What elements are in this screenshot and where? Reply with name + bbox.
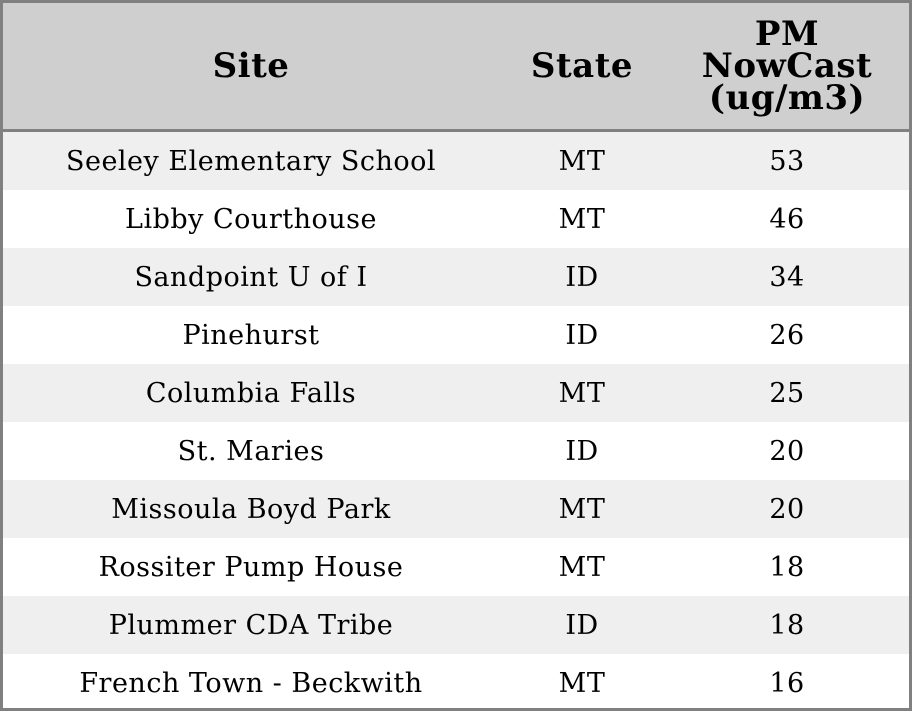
table-row <box>3 596 909 654</box>
site-cell: French Town - Beckwith <box>79 667 423 699</box>
pm-cell: 20 <box>769 493 805 525</box>
table-row <box>3 248 909 306</box>
header-pm-line-1: PM <box>754 14 820 54</box>
state-cell: ID <box>565 319 599 351</box>
site-cell: Sandpoint U of I <box>134 261 368 293</box>
pm-cell: 53 <box>769 145 805 177</box>
pm-cell: 25 <box>769 377 805 409</box>
pm-cell: 34 <box>769 261 805 293</box>
table-row <box>3 306 909 364</box>
state-cell: MT <box>558 551 606 583</box>
state-cell: MT <box>558 377 606 409</box>
pm-cell: 18 <box>769 551 805 583</box>
state-cell: MT <box>558 493 606 525</box>
header-state: State <box>530 46 634 86</box>
pm-cell: 18 <box>769 609 805 641</box>
header-pm-line-3: (ug/m3) <box>708 78 866 118</box>
table-row <box>3 538 909 596</box>
pm-cell: 26 <box>769 319 805 351</box>
table-body <box>3 132 909 711</box>
site-cell: Columbia Falls <box>145 377 357 409</box>
table-row <box>3 190 909 248</box>
table-row <box>3 422 909 480</box>
state-cell: ID <box>565 261 599 293</box>
header-pm-nowcast <box>665 3 909 129</box>
site-cell: Missoula Boyd Park <box>111 493 391 525</box>
site-cell: Pinehurst <box>182 319 320 351</box>
site-cell: St. Maries <box>177 435 325 467</box>
site-cell: Libby Courthouse <box>125 203 377 235</box>
header-site: Site <box>212 46 290 86</box>
header-pm-line-2: NowCast <box>701 46 873 86</box>
table-row <box>3 364 909 422</box>
site-cell: Plummer CDA Tribe <box>108 609 394 641</box>
state-cell: ID <box>565 435 599 467</box>
table-row <box>3 132 909 190</box>
table-header <box>3 3 909 132</box>
pm-cell: 46 <box>769 203 805 235</box>
pm-cell: 16 <box>769 667 805 699</box>
state-cell: MT <box>558 667 606 699</box>
state-cell: MT <box>558 203 606 235</box>
site-cell: Seeley Elementary School <box>65 145 437 177</box>
state-cell: MT <box>558 145 606 177</box>
table-row <box>3 654 909 712</box>
site-cell: Rossiter Pump House <box>98 551 404 583</box>
table-row <box>3 480 909 538</box>
pm-cell: 20 <box>769 435 805 467</box>
state-cell: ID <box>565 609 599 641</box>
